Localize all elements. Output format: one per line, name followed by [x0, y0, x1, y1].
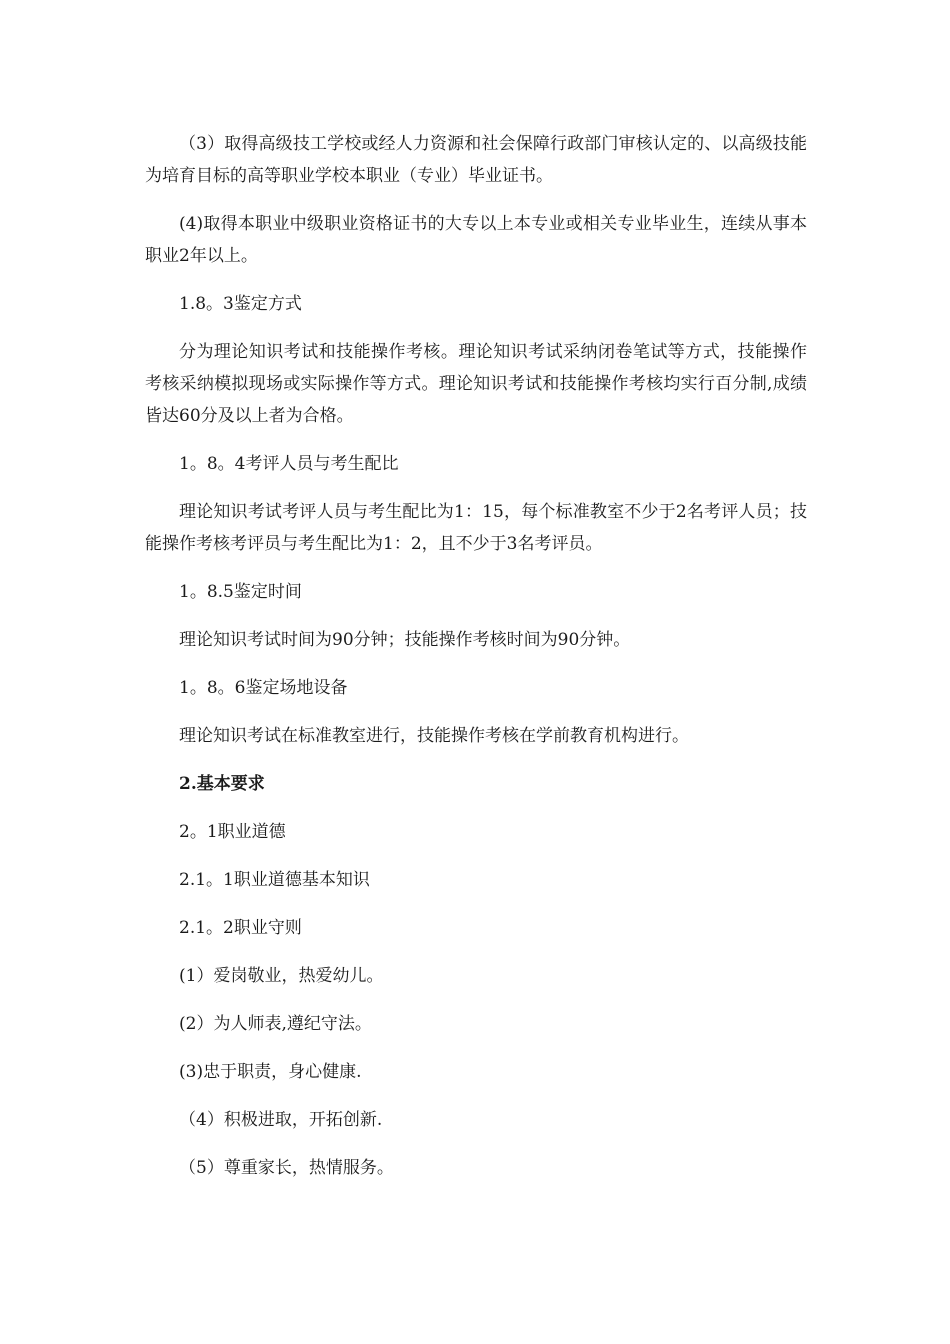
- section-heading-assessment-method: 1.8。3鉴定方式: [179, 294, 302, 314]
- list-item-code-3: (3)忠于职责，身心健康.: [179, 1062, 362, 1082]
- section-heading-examiner-ratio: 1。8。4考评人员与考生配比: [179, 454, 399, 474]
- list-item-code-5: （5）尊重家长，热情服务。: [179, 1158, 394, 1178]
- list-item-code-4: （4）积极进取，开拓创新.: [179, 1110, 383, 1130]
- paragraph-venue-equipment: 理论知识考试在标准教室进行，技能操作考核在学前教育机构进行。: [179, 726, 689, 746]
- section-heading-code-of-conduct: 2.1。2职业守则: [179, 918, 302, 938]
- section-heading-venue-equipment: 1。8。6鉴定场地设备: [179, 678, 348, 698]
- list-item-code-2: (2）为人师表,遵纪守法。: [179, 1014, 372, 1034]
- paragraph-requirement-4: (4)取得本职业中级职业资格证书的大专以上本专业或相关专业毕业生，连续从事本职业2年以上。: [145, 214, 807, 266]
- section-heading-professional-ethics: 2。1职业道德: [179, 822, 286, 842]
- chapter-heading-basic-requirements: 2.基本要求: [179, 774, 265, 794]
- paragraph-assessment-method: 分为理论知识考试和技能操作考核。理论知识考试采纳闭卷笔试等方式，技能操作考核采纳模拟现场或实际操作等方式。理论知识考试和技能操作考核均实行百分制,成绩皆达60分及以上者为合格。: [145, 342, 807, 426]
- paragraph-requirement-3: （3）取得高级技工学校或经人力资源和社会保障行政部门审核认定的、以高级技能为培育目标的高等职业学校本职业（专业）毕业证书。: [145, 134, 807, 186]
- section-heading-assessment-time: 1。8.5鉴定时间: [179, 582, 302, 602]
- paragraph-assessment-time: 理论知识考试时间为90分钟；技能操作考核时间为90分钟。: [179, 630, 631, 650]
- paragraph-examiner-ratio: 理论知识考试考评人员与考生配比为1：15，每个标准教室不少于2名考评人员；技能操作考核考评员与考生配比为1：2，且不少于3名考评员。: [145, 502, 807, 554]
- document-page: [145, 128, 807, 1200]
- section-heading-ethics-basic-knowledge: 2.1。1职业道德基本知识: [179, 870, 370, 890]
- list-item-code-1: (1）爱岗敬业，热爱幼儿。: [179, 966, 384, 986]
